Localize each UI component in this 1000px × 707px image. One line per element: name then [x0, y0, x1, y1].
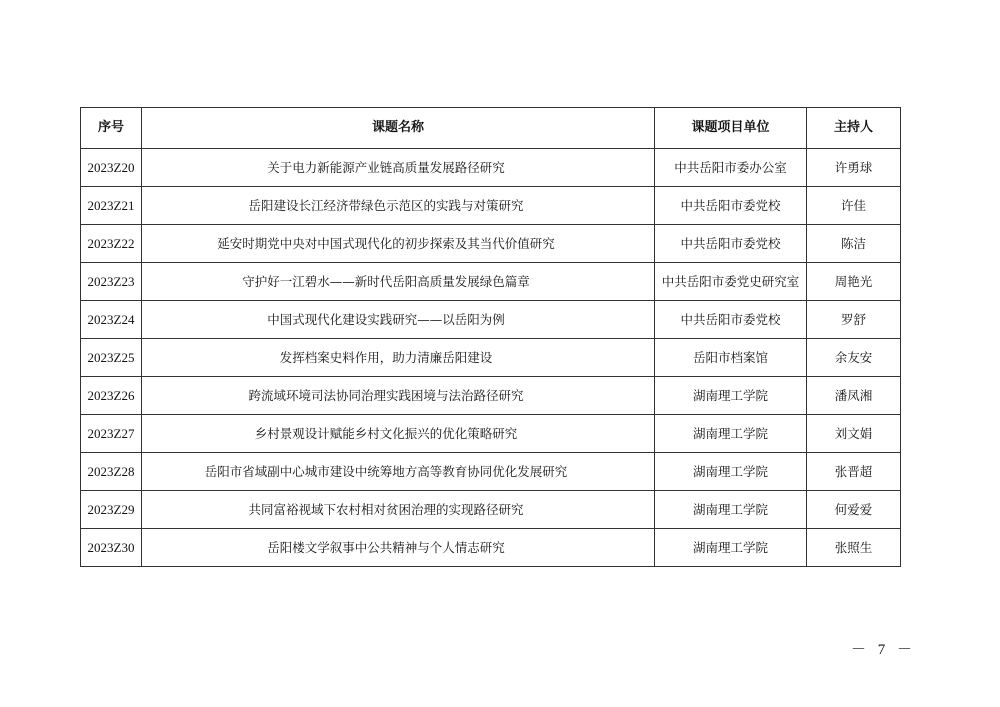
project-number: 2023Z24	[81, 301, 142, 339]
project-unit: 湖南理工学院	[655, 491, 807, 529]
table-row	[81, 187, 901, 225]
project-title: 岳阳建设长江经济带绿色示范区的实践与对策研究	[142, 187, 655, 225]
project-number: 2023Z23	[81, 263, 142, 301]
project-title: 跨流域环境司法协同治理实践困境与法治路径研究	[142, 377, 655, 415]
project-number: 2023Z26	[81, 377, 142, 415]
project-host: 陈洁	[807, 225, 901, 263]
project-unit: 中共岳阳市委党校	[655, 187, 807, 225]
page-number: － 7 －	[850, 642, 916, 658]
table-row	[81, 149, 901, 187]
table-row	[81, 529, 901, 567]
project-title: 岳阳楼文学叙事中公共精神与个人情志研究	[142, 529, 655, 567]
project-title: 乡村景观设计赋能乡村文化振兴的优化策略研究	[142, 415, 655, 453]
header-unit: 课题项目单位	[655, 108, 807, 149]
project-number: 2023Z30	[81, 529, 142, 567]
project-title: 关于电力新能源产业链高质量发展路径研究	[142, 149, 655, 187]
project-unit: 湖南理工学院	[655, 377, 807, 415]
project-host: 何爱爱	[807, 491, 901, 529]
table-row	[81, 339, 901, 377]
project-title: 岳阳市省域副中心城市建设中统筹地方高等教育协同优化发展研究	[142, 453, 655, 491]
project-unit: 湖南理工学院	[655, 453, 807, 491]
project-host: 张照生	[807, 529, 901, 567]
project-host: 罗舒	[807, 301, 901, 339]
project-host: 潘凤湘	[807, 377, 901, 415]
project-number: 2023Z25	[81, 339, 142, 377]
project-title: 中国式现代化建设实践研究——以岳阳为例	[142, 301, 655, 339]
table-header-row	[81, 108, 901, 149]
project-host: 张晋超	[807, 453, 901, 491]
table-row	[81, 453, 901, 491]
project-unit: 中共岳阳市委办公室	[655, 149, 807, 187]
project-unit: 岳阳市档案馆	[655, 339, 807, 377]
project-title: 守护好一江碧水——新时代岳阳高质量发展绿色篇章	[142, 263, 655, 301]
project-host: 周艳光	[807, 263, 901, 301]
header-no: 序号	[81, 108, 142, 149]
project-unit: 中共岳阳市委党史研究室	[655, 263, 807, 301]
project-host: 刘文娟	[807, 415, 901, 453]
project-number: 2023Z28	[81, 453, 142, 491]
project-host: 许佳	[807, 187, 901, 225]
project-number: 2023Z22	[81, 225, 142, 263]
project-title: 延安时期党中央对中国式现代化的初步探索及其当代价值研究	[142, 225, 655, 263]
project-unit: 中共岳阳市委党校	[655, 301, 807, 339]
project-number: 2023Z21	[81, 187, 142, 225]
project-unit: 湖南理工学院	[655, 415, 807, 453]
table-row	[81, 491, 901, 529]
header-title: 课题名称	[142, 108, 655, 149]
table-row	[81, 415, 901, 453]
project-title: 发挥档案史料作用，助力清廉岳阳建设	[142, 339, 655, 377]
table-row	[81, 301, 901, 339]
table-row	[81, 263, 901, 301]
project-number: 2023Z27	[81, 415, 142, 453]
table-row	[81, 225, 901, 263]
project-title: 共同富裕视域下农村相对贫困治理的实现路径研究	[142, 491, 655, 529]
header-host: 主持人	[807, 108, 901, 149]
project-number: 2023Z29	[81, 491, 142, 529]
project-unit: 中共岳阳市委党校	[655, 225, 807, 263]
table-row	[81, 377, 901, 415]
project-host: 许勇球	[807, 149, 901, 187]
project-table	[80, 107, 901, 567]
project-unit: 湖南理工学院	[655, 529, 807, 567]
project-host: 余友安	[807, 339, 901, 377]
project-number: 2023Z20	[81, 149, 142, 187]
